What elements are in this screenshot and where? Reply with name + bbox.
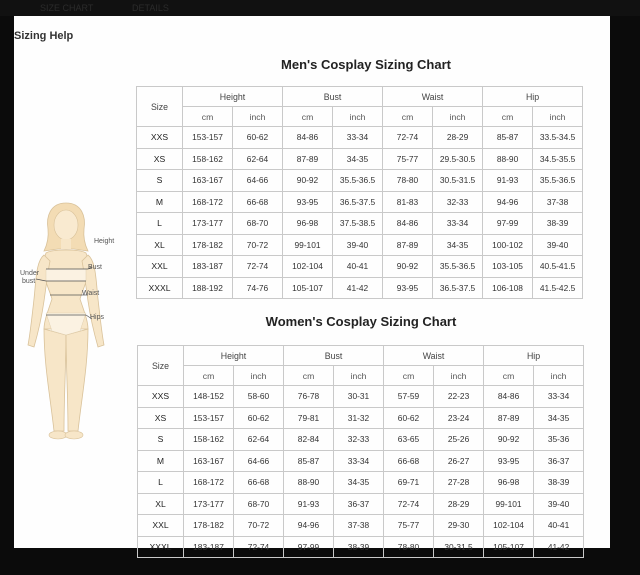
table-cell: 37-38 xyxy=(533,191,583,213)
sizing-help-title: Sizing Help xyxy=(14,30,74,42)
table-cell: 90-92 xyxy=(283,170,333,192)
column-group-header: Bust xyxy=(284,346,384,366)
table-cell: 30.5-31.5 xyxy=(433,170,483,192)
table-cell: 38-39 xyxy=(534,472,584,494)
table-cell: 22-23 xyxy=(434,386,484,408)
table-cell: 29.5-30.5 xyxy=(433,148,483,170)
size-label-cell: XXS xyxy=(138,386,184,408)
table-cell: 35-36 xyxy=(534,429,584,451)
size-label-cell: M xyxy=(138,450,184,472)
table-cell: 87-89 xyxy=(484,407,534,429)
unit-header: cm xyxy=(483,107,533,127)
unit-header: inch xyxy=(433,107,483,127)
size-label-cell: XXL xyxy=(138,515,184,537)
table-cell: 97-99 xyxy=(284,536,334,558)
womens-chart-title: Women's Cosplay Sizing Chart xyxy=(265,314,457,329)
table-cell: 81-83 xyxy=(383,191,433,213)
unit-header: cm xyxy=(383,107,433,127)
table-cell: 75-77 xyxy=(384,515,434,537)
table-cell: 72-74 xyxy=(234,536,284,558)
unit-header-row xyxy=(137,107,583,127)
table-cell: 153-157 xyxy=(183,127,233,149)
table-cell: 64-66 xyxy=(234,450,284,472)
table-cell: 34-35 xyxy=(333,148,383,170)
table-row xyxy=(138,407,584,429)
womens-size-table xyxy=(137,345,584,558)
table-cell: 26-27 xyxy=(434,450,484,472)
size-label-cell: S xyxy=(138,429,184,451)
table-header-row xyxy=(138,346,584,366)
unit-header: inch xyxy=(434,366,484,386)
table-cell: 63-65 xyxy=(384,429,434,451)
table-cell: 91-93 xyxy=(284,493,334,515)
table-cell: 99-101 xyxy=(484,493,534,515)
table-cell: 30-31 xyxy=(334,386,384,408)
table-cell: 84-86 xyxy=(283,127,333,149)
table-cell: 34-35 xyxy=(433,234,483,256)
size-label-cell: XXXL xyxy=(137,277,183,299)
mens-chart-title: Men's Cosplay Sizing Chart xyxy=(281,57,451,72)
table-row xyxy=(138,386,584,408)
column-group-header: Hip xyxy=(484,346,584,366)
table-row xyxy=(137,127,583,149)
table-cell: 36.5-37.5 xyxy=(333,191,383,213)
figure-label-bust: Bust xyxy=(88,264,103,271)
unit-header: inch xyxy=(333,107,383,127)
table-cell: 33-34 xyxy=(534,386,584,408)
unit-header: inch xyxy=(334,366,384,386)
table-cell: 93-95 xyxy=(283,191,333,213)
table-cell: 105-107 xyxy=(283,277,333,299)
table-cell: 68-70 xyxy=(234,493,284,515)
table-cell: 94-96 xyxy=(284,515,334,537)
table-row xyxy=(137,191,583,213)
unit-header: inch xyxy=(534,366,584,386)
table-cell: 70-72 xyxy=(233,234,283,256)
table-cell: 41-42 xyxy=(333,277,383,299)
table-cell: 85-87 xyxy=(284,450,334,472)
table-cell: 31-32 xyxy=(334,407,384,429)
unit-header: inch xyxy=(233,107,283,127)
figure-label-waist: Waist xyxy=(82,290,100,297)
table-cell: 88-90 xyxy=(284,472,334,494)
size-label-cell: XXS xyxy=(137,127,183,149)
table-cell: 34-35 xyxy=(334,472,384,494)
size-label-cell: XL xyxy=(137,234,183,256)
table-cell: 30-31.5 xyxy=(434,536,484,558)
table-cell: 27-28 xyxy=(434,472,484,494)
mens-size-table xyxy=(136,86,583,299)
table-row xyxy=(137,256,583,278)
table-row xyxy=(138,472,584,494)
table-cell: 36-37 xyxy=(334,493,384,515)
table-cell: 183-187 xyxy=(184,536,234,558)
table-cell: 33-34 xyxy=(334,450,384,472)
size-label-cell: M xyxy=(137,191,183,213)
table-cell: 39-40 xyxy=(333,234,383,256)
size-label-cell: XS xyxy=(138,407,184,429)
size-label-cell: L xyxy=(137,213,183,235)
table-cell: 100-102 xyxy=(483,234,533,256)
table-cell: 173-177 xyxy=(184,493,234,515)
unit-header-row xyxy=(138,366,584,386)
table-cell: 93-95 xyxy=(484,450,534,472)
table-row xyxy=(138,429,584,451)
table-cell: 84-86 xyxy=(383,213,433,235)
size-label-cell: XL xyxy=(138,493,184,515)
table-cell: 87-89 xyxy=(283,148,333,170)
figure-label-hips: Hips xyxy=(90,314,105,321)
table-row xyxy=(137,148,583,170)
column-group-header: Bust xyxy=(283,87,383,107)
unit-header: cm xyxy=(283,107,333,127)
table-cell: 28-29 xyxy=(434,493,484,515)
table-cell: 102-104 xyxy=(484,515,534,537)
table-cell: 40-41 xyxy=(333,256,383,278)
top-strip xyxy=(0,0,640,16)
table-cell: 148-152 xyxy=(184,386,234,408)
table-cell: 78-80 xyxy=(384,536,434,558)
unit-header: cm xyxy=(184,366,234,386)
table-cell: 79-81 xyxy=(284,407,334,429)
table-row xyxy=(137,234,583,256)
table-cell: 90-92 xyxy=(484,429,534,451)
table-cell: 97-99 xyxy=(483,213,533,235)
table-cell: 66-68 xyxy=(234,472,284,494)
table-cell: 103-105 xyxy=(483,256,533,278)
table-cell: 32-33 xyxy=(334,429,384,451)
column-group-header: Height xyxy=(183,87,283,107)
table-cell: 106-108 xyxy=(483,277,533,299)
unit-header: inch xyxy=(234,366,284,386)
figure-label-height: Height xyxy=(94,238,115,245)
table-cell: 60-62 xyxy=(233,127,283,149)
table-row xyxy=(138,515,584,537)
size-label-cell: XXXL xyxy=(138,536,184,558)
table-cell: 96-98 xyxy=(484,472,534,494)
table-cell: 38-39 xyxy=(334,536,384,558)
table-cell: 153-157 xyxy=(184,407,234,429)
table-cell: 39-40 xyxy=(534,493,584,515)
table-row xyxy=(137,213,583,235)
table-cell: 64-66 xyxy=(233,170,283,192)
size-column-header: Size xyxy=(138,346,184,386)
table-row xyxy=(137,170,583,192)
table-cell: 96-98 xyxy=(283,213,333,235)
table-cell: 105-107 xyxy=(484,536,534,558)
table-cell: 93-95 xyxy=(383,277,433,299)
table-row xyxy=(138,536,584,558)
table-cell: 66-68 xyxy=(233,191,283,213)
table-cell: 72-74 xyxy=(384,493,434,515)
table-cell: 76-78 xyxy=(284,386,334,408)
table-cell: 84-86 xyxy=(484,386,534,408)
figure-silhouette xyxy=(28,203,104,439)
size-column-header: Size xyxy=(137,87,183,127)
table-cell: 33.5-34.5 xyxy=(533,127,583,149)
table-cell: 35.5-36.5 xyxy=(333,170,383,192)
table-cell: 158-162 xyxy=(184,429,234,451)
table-cell: 29-30 xyxy=(434,515,484,537)
table-cell: 99-101 xyxy=(283,234,333,256)
unit-header: cm xyxy=(484,366,534,386)
table-cell: 78-80 xyxy=(383,170,433,192)
table-cell: 163-167 xyxy=(183,170,233,192)
table-cell: 41.5-42.5 xyxy=(533,277,583,299)
table-cell: 60-62 xyxy=(384,407,434,429)
table-cell: 35.5-36.5 xyxy=(533,170,583,192)
table-cell: 40-41 xyxy=(534,515,584,537)
table-cell: 178-182 xyxy=(184,515,234,537)
size-label-cell: XS xyxy=(137,148,183,170)
table-row xyxy=(138,450,584,472)
unit-header: inch xyxy=(533,107,583,127)
table-cell: 102-104 xyxy=(283,256,333,278)
table-cell: 183-187 xyxy=(183,256,233,278)
column-group-header: Waist xyxy=(384,346,484,366)
table-cell: 60-62 xyxy=(234,407,284,429)
table-cell: 62-64 xyxy=(234,429,284,451)
table-cell: 37-38 xyxy=(334,515,384,537)
unit-header: cm xyxy=(384,366,434,386)
table-cell: 158-162 xyxy=(183,148,233,170)
table-cell: 36.5-37.5 xyxy=(433,277,483,299)
table-cell: 68-70 xyxy=(233,213,283,235)
table-cell: 178-182 xyxy=(183,234,233,256)
table-cell: 62-64 xyxy=(233,148,283,170)
table-cell: 36-37 xyxy=(534,450,584,472)
table-row xyxy=(138,493,584,515)
table-cell: 85-87 xyxy=(483,127,533,149)
table-cell: 72-74 xyxy=(233,256,283,278)
table-cell: 88-90 xyxy=(483,148,533,170)
unit-header: cm xyxy=(183,107,233,127)
table-cell: 35.5-36.5 xyxy=(433,256,483,278)
unit-header: cm xyxy=(284,366,334,386)
table-row xyxy=(137,277,583,299)
table-cell: 168-172 xyxy=(183,191,233,213)
table-cell: 37.5-38.5 xyxy=(333,213,383,235)
table-cell: 39-40 xyxy=(533,234,583,256)
size-label-cell: S xyxy=(137,170,183,192)
table-cell: 33-34 xyxy=(333,127,383,149)
column-group-header: Hip xyxy=(483,87,583,107)
table-cell: 70-72 xyxy=(234,515,284,537)
table-cell: 32-33 xyxy=(433,191,483,213)
table-cell: 23-24 xyxy=(434,407,484,429)
figure-label-underbust-2: bust xyxy=(22,278,36,285)
table-cell: 75-77 xyxy=(383,148,433,170)
table-cell: 72-74 xyxy=(383,127,433,149)
table-cell: 25-26 xyxy=(434,429,484,451)
table-cell: 94-96 xyxy=(483,191,533,213)
table-cell: 173-177 xyxy=(183,213,233,235)
table-cell: 82-84 xyxy=(284,429,334,451)
top-strip-text-2: DETAILS xyxy=(132,3,169,13)
body-figure-illustration xyxy=(6,195,126,455)
table-cell: 34-35 xyxy=(534,407,584,429)
table-cell: 28-29 xyxy=(433,127,483,149)
table-cell: 57-59 xyxy=(384,386,434,408)
table-cell: 33-34 xyxy=(433,213,483,235)
table-cell: 66-68 xyxy=(384,450,434,472)
figure-label-underbust-1: Under xyxy=(20,270,40,277)
table-cell: 91-93 xyxy=(483,170,533,192)
column-group-header: Height xyxy=(184,346,284,366)
top-strip-text-1: SIZE CHART xyxy=(40,3,94,13)
table-cell: 188-192 xyxy=(183,277,233,299)
column-group-header: Waist xyxy=(383,87,483,107)
table-cell: 40.5-41.5 xyxy=(533,256,583,278)
table-cell: 168-172 xyxy=(184,472,234,494)
size-label-cell: L xyxy=(138,472,184,494)
table-cell: 41-42 xyxy=(534,536,584,558)
table-cell: 58-60 xyxy=(234,386,284,408)
table-cell: 38-39 xyxy=(533,213,583,235)
table-cell: 74-76 xyxy=(233,277,283,299)
table-cell: 69-71 xyxy=(384,472,434,494)
table-cell: 87-89 xyxy=(383,234,433,256)
size-label-cell: XXL xyxy=(137,256,183,278)
table-cell: 90-92 xyxy=(383,256,433,278)
table-cell: 34.5-35.5 xyxy=(533,148,583,170)
table-cell: 163-167 xyxy=(184,450,234,472)
table-header-row xyxy=(137,87,583,107)
